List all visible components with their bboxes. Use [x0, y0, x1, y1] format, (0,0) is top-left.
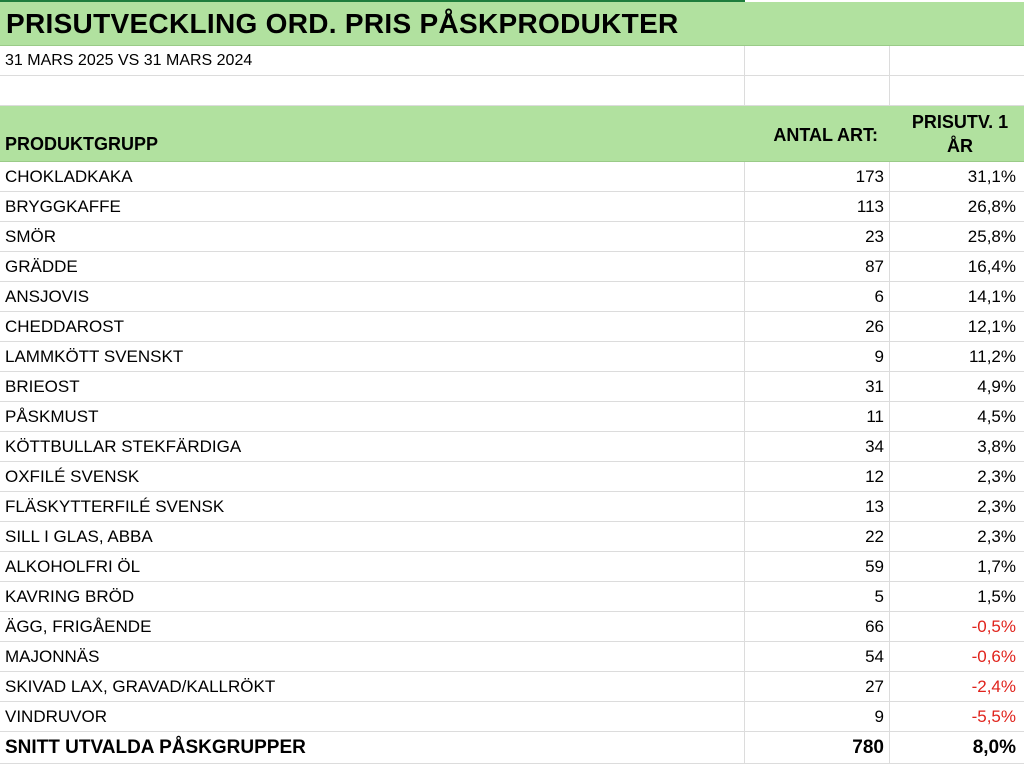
table-row: [0, 552, 1024, 582]
title-row: [0, 2, 1024, 46]
count-cell[interactable]: 27: [745, 672, 890, 701]
product-cell[interactable]: FLÄSKYTTERFILÉ SVENSK: [0, 492, 745, 521]
subtitle-row: [0, 46, 1024, 76]
empty-cell[interactable]: [745, 46, 890, 75]
table-row: [0, 342, 1024, 372]
count-cell[interactable]: 5: [745, 582, 890, 611]
product-cell[interactable]: MAJONNÄS: [0, 642, 745, 671]
table-row: [0, 162, 1024, 192]
product-cell[interactable]: SILL I GLAS, ABBA: [0, 522, 745, 551]
product-cell[interactable]: SKIVAD LAX, GRAVAD/KALLRÖKT: [0, 672, 745, 701]
product-cell[interactable]: CHEDDAROST: [0, 312, 745, 341]
count-cell[interactable]: 31: [745, 372, 890, 401]
data-rows: [0, 162, 1024, 732]
count-cell[interactable]: 26: [745, 312, 890, 341]
count-cell[interactable]: 59: [745, 552, 890, 581]
count-cell[interactable]: 13: [745, 492, 890, 521]
product-cell[interactable]: SMÖR: [0, 222, 745, 251]
header-antal-art[interactable]: ANTAL ART:: [773, 125, 878, 145]
change-cell[interactable]: 4,5%: [977, 406, 1016, 426]
product-cell[interactable]: VINDRUVOR: [0, 702, 745, 731]
table-row: [0, 522, 1024, 552]
count-cell[interactable]: 11: [745, 402, 890, 431]
empty-cell[interactable]: [745, 76, 890, 105]
title-cell[interactable]: PRISUTVECKLING ORD. PRIS PÅSKPRODUKTER: [6, 7, 679, 39]
header-produktgrupp[interactable]: PRODUKTGRUPP: [5, 134, 159, 154]
table-row: [0, 432, 1024, 462]
count-cell[interactable]: 113: [745, 192, 890, 221]
product-cell[interactable]: OXFILÉ SVENSK: [0, 462, 745, 491]
table-row: [0, 192, 1024, 222]
table-row: [0, 282, 1024, 312]
product-cell[interactable]: ANSJOVIS: [0, 282, 745, 311]
empty-cell[interactable]: [0, 76, 745, 105]
table-row: [0, 462, 1024, 492]
spreadsheet: [0, 2, 1024, 764]
change-cell[interactable]: 26,8%: [967, 196, 1016, 216]
change-cell[interactable]: 3,8%: [977, 436, 1016, 456]
change-cell[interactable]: 2,3%: [977, 496, 1016, 516]
change-cell[interactable]: 11,2%: [969, 346, 1016, 366]
count-cell[interactable]: 9: [745, 702, 890, 731]
product-cell[interactable]: BRIEOST: [0, 372, 745, 401]
count-cell[interactable]: 12: [745, 462, 890, 491]
table-row: [0, 222, 1024, 252]
table-row: [0, 612, 1024, 642]
change-cell[interactable]: -0,5%: [971, 616, 1016, 636]
total-label-cell[interactable]: SNITT UTVALDA PÅSKGRUPPER: [0, 732, 745, 763]
product-cell[interactable]: ÄGG, FRIGÅENDE: [0, 612, 745, 641]
product-cell[interactable]: ALKOHOLFRI ÖL: [0, 552, 745, 581]
change-cell[interactable]: 1,7%: [977, 556, 1016, 576]
empty-cell[interactable]: [890, 46, 1024, 75]
change-cell[interactable]: 1,5%: [977, 586, 1016, 606]
product-cell[interactable]: KAVRING BRÖD: [0, 582, 745, 611]
change-cell[interactable]: -0,6%: [971, 646, 1016, 666]
subtitle-cell[interactable]: 31 MARS 2025 VS 31 MARS 2024: [0, 46, 745, 75]
table-row: [0, 492, 1024, 522]
count-cell[interactable]: 9: [745, 342, 890, 371]
product-cell[interactable]: LAMMKÖTT SVENSKT: [0, 342, 745, 371]
count-cell[interactable]: 6: [745, 282, 890, 311]
count-cell[interactable]: 87: [745, 252, 890, 281]
product-cell[interactable]: KÖTTBULLAR STEKFÄRDIGA: [0, 432, 745, 461]
total-row: [0, 732, 1024, 764]
count-cell[interactable]: 34: [745, 432, 890, 461]
count-cell[interactable]: 54: [745, 642, 890, 671]
change-cell[interactable]: 31,1%: [967, 166, 1016, 186]
change-cell[interactable]: 16,4%: [967, 256, 1016, 276]
change-cell[interactable]: 12,1%: [967, 316, 1016, 336]
empty-cell[interactable]: [890, 76, 1024, 105]
change-cell[interactable]: -2,4%: [971, 676, 1016, 696]
total-change-cell[interactable]: 8,0%: [972, 736, 1016, 758]
total-count-cell[interactable]: 780: [745, 732, 890, 763]
change-cell[interactable]: 2,3%: [977, 526, 1016, 546]
change-cell[interactable]: 4,9%: [977, 376, 1016, 396]
table-row: [0, 402, 1024, 432]
table-row: [0, 672, 1024, 702]
table-row: [0, 702, 1024, 732]
count-cell[interactable]: 173: [745, 162, 890, 191]
product-cell[interactable]: GRÄDDE: [0, 252, 745, 281]
change-cell[interactable]: 25,8%: [967, 226, 1016, 246]
table-row: [0, 252, 1024, 282]
count-cell[interactable]: 22: [745, 522, 890, 551]
product-cell[interactable]: CHOKLADKAKA: [0, 162, 745, 191]
change-cell[interactable]: 14,1%: [967, 286, 1016, 306]
header-prisutv[interactable]: PRISUTV. 1 ÅR: [911, 111, 1009, 156]
table-row: [0, 642, 1024, 672]
empty-row: [0, 76, 1024, 106]
table-row: [0, 582, 1024, 612]
table-row: [0, 372, 1024, 402]
header-row: [0, 106, 1024, 162]
count-cell[interactable]: 66: [745, 612, 890, 641]
change-cell[interactable]: 2,3%: [977, 466, 1016, 486]
change-cell[interactable]: -5,5%: [971, 706, 1016, 726]
product-cell[interactable]: BRYGGKAFFE: [0, 192, 745, 221]
count-cell[interactable]: 23: [745, 222, 890, 251]
table-row: [0, 312, 1024, 342]
product-cell[interactable]: PÅSKMUST: [0, 402, 745, 431]
